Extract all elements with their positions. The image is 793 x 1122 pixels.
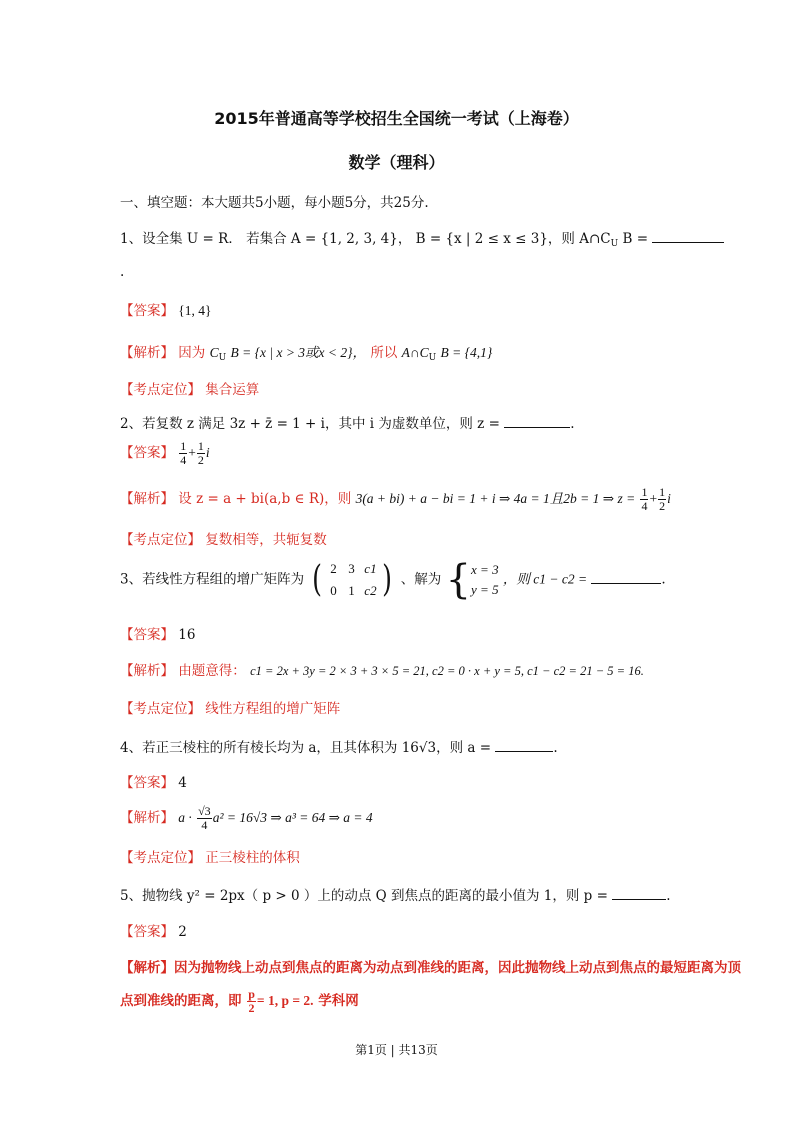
q5-answer-blank bbox=[612, 887, 666, 900]
q4-analysis-frac: $\frac{√3}{4}$ bbox=[198, 804, 211, 832]
q2-answer-frac-1: $\frac{1}{4}$ bbox=[180, 439, 187, 467]
answer-label: 【答案】 bbox=[120, 627, 174, 643]
q1-analysis-a: 因为 bbox=[178, 345, 206, 361]
q2-answer-line bbox=[120, 440, 210, 467]
analysis-label: 【解析】 bbox=[120, 960, 174, 976]
q1-analysis-b: B = {x | x > 3或x < 2}， bbox=[230, 345, 367, 360]
q1-analysis-line bbox=[120, 341, 492, 363]
q4-analysis-line bbox=[120, 805, 373, 832]
q1-trail: . bbox=[120, 264, 125, 280]
q2-analysis-a: 设 z = a + bi(a,b ∈ R)，则 bbox=[178, 491, 352, 507]
matrix-left-paren: ( bbox=[312, 559, 323, 600]
q4-analysis-b: a² = 16√3 ⇒ a³ = 64 ⇒ a = 4 bbox=[212, 810, 373, 825]
exam-subtitle: 数学（理科） bbox=[348, 153, 445, 172]
q5-analysis-watermark: 学科网 bbox=[318, 993, 359, 1009]
q1-analysis-sub2: U bbox=[428, 353, 437, 363]
answer-label: 【答案】 bbox=[120, 445, 174, 461]
matrix-cell: 1 bbox=[348, 583, 355, 598]
matrix-cell: 2 bbox=[330, 561, 337, 576]
point-label: 【考点定位】 bbox=[120, 532, 201, 548]
matrix-cell: 0 bbox=[330, 583, 337, 598]
analysis-label: 【解析】 bbox=[120, 491, 174, 507]
q2-analysis-i: i bbox=[667, 491, 671, 506]
q1-analysis-sub: U bbox=[218, 353, 227, 363]
q5-analysis-line1: 因为抛物线上动点到焦点的距离为动点到准线的距离，因此抛物线上动点到焦点的最短距离为顶 bbox=[174, 960, 741, 976]
q1-answer: {1, 4} bbox=[178, 303, 212, 318]
q4-answer-line bbox=[120, 771, 187, 791]
question-1 bbox=[120, 227, 724, 249]
q1-point: 集合运算 bbox=[205, 382, 260, 398]
q1-analysis-d: A∩C bbox=[401, 345, 429, 360]
q4-analysis-a: a · bbox=[178, 810, 192, 825]
matrix-cell: c1 bbox=[364, 561, 377, 576]
q3-text-b: 、解为 bbox=[400, 571, 442, 588]
q5-answer: 2 bbox=[178, 924, 187, 940]
q2-point-line bbox=[120, 528, 327, 548]
q1-text-a: 1、设全集 U = R． 若集合 A = {1, 2, 3, 4}， B = {x | 2 ≤ x ≤ 3}，则 A∩C bbox=[120, 231, 611, 247]
q1-text-b: B = bbox=[622, 231, 649, 247]
q2-answer-plus: + bbox=[188, 445, 196, 460]
q3-analysis-b: c1 = 2x + 3y = 2 × 3 + 3 × 5 = 21, c2 = 0 · x + y = 5, c1 − c2 = 21 − 5 = 16. bbox=[250, 664, 644, 678]
q3-answer-blank bbox=[591, 571, 661, 584]
analysis-label: 【解析】 bbox=[120, 810, 174, 826]
q4-text-a: 4、若正三棱柱的所有棱长均为 a，且其体积为 16√3，则 a = bbox=[120, 740, 492, 756]
q3-point: 线性方程组的增广矩阵 bbox=[205, 701, 341, 717]
question-3: 3、若线性方程组的增广矩阵为 ( 2 3 c1 0 1 c2 ) 、解为 { x = 3 y = 5 ，则 c1 − c2 = . bbox=[120, 557, 666, 603]
augmented-matrix bbox=[310, 561, 394, 599]
q1-answer-blank bbox=[652, 230, 724, 243]
page-footer: 第1页 | 共13页 bbox=[355, 1043, 438, 1057]
matrix-cell: c2 bbox=[364, 583, 377, 598]
question-2: 2、若复数 z 满足 3z + z̄ = 1 + i，其中 i 为虚数单位，则 z = . bbox=[120, 416, 575, 432]
q2-analysis-plus: + bbox=[649, 491, 658, 506]
answer-label: 【答案】 bbox=[120, 924, 174, 940]
q1-analysis-e: B = {4,1} bbox=[440, 345, 493, 360]
system-brace: { bbox=[445, 557, 472, 603]
q2-text: 2、若复数 z 满足 3z + z̄ = 1 + i，其中 i 为虚数单位，则 z = bbox=[120, 416, 500, 432]
q3-text-a: 3、若线性方程组的增广矩阵为 bbox=[120, 571, 305, 588]
point-label: 【考点定位】 bbox=[120, 382, 201, 398]
q5-analysis-line2-b: = 1, p = 2. bbox=[256, 993, 314, 1008]
matrix-cell: 3 bbox=[348, 561, 355, 576]
question-4: 4、若正三棱柱的所有棱长均为 a，且其体积为 16√3，则 a = . bbox=[120, 740, 558, 756]
q5-text: 5、抛物线 y² = 2px（ p > 0 ）上的动点 Q 到焦点的距离的最小值为 1，则 p = bbox=[120, 888, 608, 904]
q2-analysis-line bbox=[120, 486, 671, 513]
q3-answer-line bbox=[120, 623, 195, 643]
section-intro: 一、填空题：本大题共5小题，每小题5分，共25分. bbox=[120, 195, 429, 211]
q4-point: 正三棱柱的体积 bbox=[205, 850, 300, 866]
q4-point-line bbox=[120, 846, 300, 866]
q5-analysis-line-2 bbox=[120, 988, 359, 1015]
q2-analysis-b: 3(a + bi) + a − bi = 1 + i ⇒ 4a = 1且2b = 1 ⇒ z = bbox=[355, 491, 636, 506]
q1-analysis-math: C bbox=[209, 345, 219, 360]
q2-point: 复数相等，共轭复数 bbox=[205, 532, 327, 548]
q5-analysis-line-1 bbox=[120, 956, 741, 976]
q3-point-line bbox=[120, 697, 340, 717]
q5-analysis-line2-a: 点到准线的距离，即 bbox=[120, 993, 242, 1009]
q3-analysis-a: 由题意得： bbox=[178, 663, 246, 679]
q5-answer-line bbox=[120, 920, 187, 940]
q2-analysis-frac-1: $\frac{1}{4}$ bbox=[641, 485, 648, 513]
q3-answer: 16 bbox=[178, 627, 196, 643]
system-row: y = 5 bbox=[471, 582, 499, 597]
matrix-right-paren: ) bbox=[382, 559, 393, 600]
q5-analysis-frac: $\frac{p}{2}$ bbox=[248, 987, 255, 1015]
point-label: 【考点定位】 bbox=[120, 850, 201, 866]
answer-label: 【答案】 bbox=[120, 303, 174, 319]
q1-point-line bbox=[120, 378, 259, 398]
analysis-label: 【解析】 bbox=[120, 663, 174, 679]
q4-answer: 4 bbox=[178, 775, 187, 791]
q3-analysis-line bbox=[120, 659, 644, 679]
answer-label: 【答案】 bbox=[120, 775, 174, 791]
q1-answer-line bbox=[120, 299, 212, 319]
system-row: x = 3 bbox=[471, 562, 499, 577]
q2-answer-i: i bbox=[205, 445, 210, 460]
analysis-label: 【解析】 bbox=[120, 345, 174, 361]
q2-answer-blank bbox=[504, 415, 570, 428]
solution-system bbox=[445, 557, 499, 603]
q2-analysis-frac-2: $\frac{1}{2}$ bbox=[659, 485, 666, 513]
q1-analysis-c: 所以 bbox=[370, 345, 398, 361]
q1-sub: U bbox=[610, 239, 619, 249]
question-5: 5、抛物线 y² = 2px（ p > 0 ）上的动点 Q 到焦点的距离的最小值为 1，则 p = . bbox=[120, 888, 671, 904]
exam-title: 2015年普通高等学校招生全国统一考试（上海卷） bbox=[214, 109, 579, 128]
point-label: 【考点定位】 bbox=[120, 701, 201, 717]
q3-text-c: ，则 c1 − c2 = bbox=[502, 571, 588, 587]
q2-answer-frac-2: $\frac{1}{2}$ bbox=[197, 439, 204, 467]
q4-answer-blank bbox=[495, 739, 553, 752]
